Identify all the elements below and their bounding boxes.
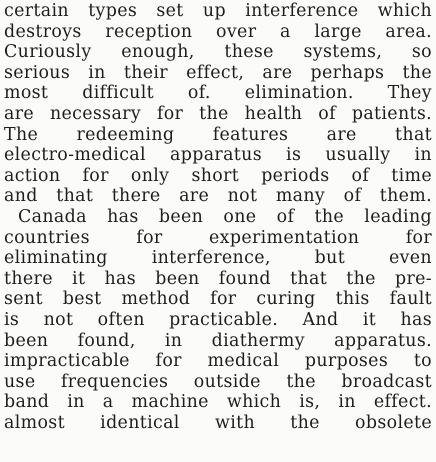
text-line: countries for experimentation for (4, 227, 432, 248)
text-line: are necessary for the health of patients. (4, 103, 432, 124)
text-line: electro-medical apparatus is usually in (4, 145, 432, 166)
text-line: use frequencies outside the broadcast (4, 371, 432, 392)
text-line: sent best method for curing this fault (4, 289, 432, 310)
paragraph-electro-medical (4, 1, 432, 207)
text-line: and that there are not many of them. (4, 186, 432, 207)
text-line: most difficult of. elimination. They (4, 83, 432, 104)
paragraph-canada (4, 207, 432, 434)
text-line: almost identical with the obsolete (4, 412, 432, 433)
article-text-column (4, 1, 432, 433)
text-line: eliminating interference, but even (4, 248, 432, 269)
text-line: band in a machine which is, in effect. (4, 392, 432, 413)
text-line: impracticable for medical purposes to (4, 351, 432, 372)
text-line: Canada has been one of the leading (18, 206, 432, 227)
text-line: been found, in diathermy apparatus. (4, 330, 432, 351)
text-line: action for only short periods of time (4, 165, 432, 186)
text-line: Curiously enough, these systems, so (4, 42, 432, 63)
text-line: there it has been found that the pre- (4, 268, 432, 289)
text-line: is not often practicable. And it has (4, 309, 432, 330)
text-line: serious in their effect, are perhaps the (4, 62, 432, 83)
text-line: certain types set up interference which (4, 1, 432, 21)
text-line: destroys reception over a large area. (4, 21, 432, 42)
text-line: The redeeming features are that (4, 124, 432, 145)
